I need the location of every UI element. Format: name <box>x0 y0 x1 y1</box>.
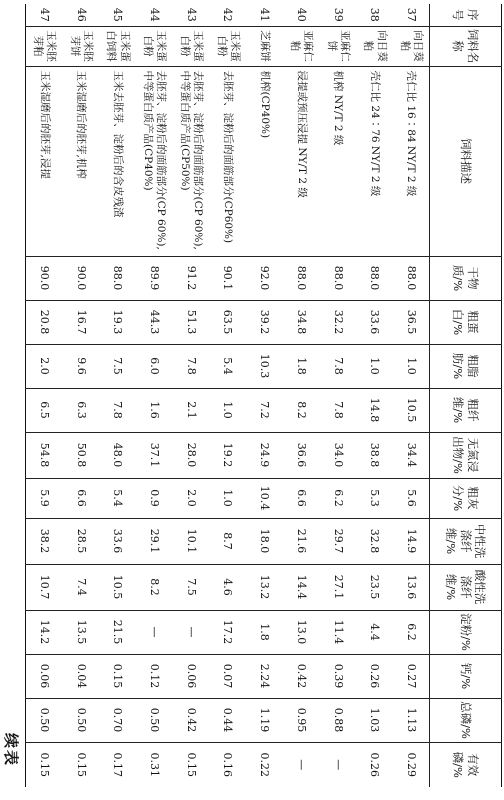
value-cell: 1.8 <box>283 344 320 388</box>
value-cell: 1.19 <box>246 698 283 742</box>
value-cell: 14.4 <box>283 564 320 610</box>
value-cell: 0.31 <box>136 742 173 787</box>
value-cell: 20.8 <box>26 300 63 344</box>
value-cell: 54.8 <box>26 432 63 478</box>
value-cell: 29.7 <box>319 518 356 564</box>
value-cell: 8.2 <box>136 564 173 610</box>
feed-description-cell: 去胚芽、淀粉后的面筋部分(CP 60%),中等蛋白质产品(CP40%) <box>136 66 173 256</box>
value-cell: 6.6 <box>62 478 99 518</box>
value-cell: 0.17 <box>99 742 136 787</box>
row-number-cell: 45 <box>111 7 125 22</box>
value-cell: 32.2 <box>319 300 356 344</box>
value-cell: 90.0 <box>62 256 99 300</box>
value-cell: 1.0 <box>356 344 393 388</box>
row-number-cell: 43 <box>184 7 198 22</box>
header-cell: 钙/% <box>430 654 502 698</box>
value-cell: 36.5 <box>393 300 430 344</box>
value-cell: 0.15 <box>99 654 136 698</box>
value-cell: 29.1 <box>136 518 173 564</box>
feed-name-cell: 亚麻仁饼 <box>319 26 356 66</box>
header-cell: 粗纤维/% <box>430 388 502 432</box>
value-cell: 90.1 <box>209 256 246 300</box>
header-cell: 饲料名称 <box>430 26 502 66</box>
value-cell: 91.2 <box>172 256 209 300</box>
value-cell: 10.7 <box>26 564 63 610</box>
value-cell: 5.9 <box>26 478 63 518</box>
value-cell: 0.70 <box>99 698 136 742</box>
value-cell: 0.42 <box>172 698 209 742</box>
value-cell: 7.4 <box>62 564 99 610</box>
feed-name-cell: 芝麻饼 <box>246 26 283 66</box>
feed-description-cell: 壳仁比 24∶76 NY/T 2 级 <box>356 66 393 256</box>
row-number-cell: 37 <box>404 7 418 22</box>
value-cell: 50.8 <box>62 432 99 478</box>
value-cell: 34.0 <box>319 432 356 478</box>
value-cell: 38.8 <box>356 432 393 478</box>
feed-name-cell: 玉米蛋白粉 <box>209 26 246 66</box>
header-cell: 序号 <box>430 4 502 26</box>
value-cell: 0.15 <box>62 742 99 787</box>
row-number-cell: 41 <box>258 7 272 22</box>
value-cell: 21.5 <box>99 610 136 654</box>
value-cell: 28.5 <box>62 518 99 564</box>
value-cell: 1.6 <box>136 388 173 432</box>
feed-description-cell: 去胚芽、淀粉后的面筋部分(CP60%) <box>209 66 246 256</box>
header-cell: 干物质/% <box>430 256 502 300</box>
value-cell: 0.44 <box>209 698 246 742</box>
value-cell: 5.4 <box>99 478 136 518</box>
header-cell: 粗灰分/% <box>430 478 502 518</box>
value-cell: 14.8 <box>356 388 393 432</box>
value-cell: 0.26 <box>356 742 393 787</box>
value-cell: 8.2 <box>283 388 320 432</box>
feed-description-cell: 壳仁比 16∶84 NY/T 2 级 <box>393 66 430 256</box>
value-cell: — <box>283 742 320 787</box>
feed-name-cell: 向日葵粕 <box>356 26 393 66</box>
value-cell: 7.8 <box>319 344 356 388</box>
header-cell: 酸性洗涤纤维/% <box>430 564 502 610</box>
value-cell: 0.16 <box>209 742 246 787</box>
value-cell: 6.2 <box>393 610 430 654</box>
value-cell: 10.1 <box>172 518 209 564</box>
row-number-cell: 44 <box>147 7 161 22</box>
header-cell: 中性洗涤纤维/% <box>430 518 502 564</box>
value-cell: 7.8 <box>99 388 136 432</box>
value-cell: 6.3 <box>62 388 99 432</box>
table-row <box>172 4 209 787</box>
value-cell: 88.0 <box>99 256 136 300</box>
value-cell: 8.7 <box>209 518 246 564</box>
value-cell: 2.24 <box>246 654 283 698</box>
value-cell: 16.7 <box>62 300 99 344</box>
row-number-cell: 38 <box>368 7 382 22</box>
value-cell: 1.03 <box>356 698 393 742</box>
table-body <box>26 4 430 787</box>
value-cell: 13.2 <box>246 564 283 610</box>
value-cell: 38.2 <box>26 518 63 564</box>
value-cell: 0.29 <box>393 742 430 787</box>
value-cell: 4.6 <box>209 564 246 610</box>
value-cell: 90.0 <box>26 256 63 300</box>
value-cell: 6.0 <box>136 344 173 388</box>
value-cell: 19.3 <box>99 300 136 344</box>
value-cell: 63.5 <box>209 300 246 344</box>
value-cell: 0.27 <box>393 654 430 698</box>
table-row <box>393 4 430 787</box>
value-cell: 13.0 <box>283 610 320 654</box>
value-cell: 7.5 <box>172 564 209 610</box>
table-row <box>26 4 63 787</box>
value-cell: 2.1 <box>172 388 209 432</box>
value-cell: 10.5 <box>393 388 430 432</box>
value-cell: 88.0 <box>319 256 356 300</box>
header-cell: 有效磷/% <box>430 742 502 787</box>
value-cell: 1.0 <box>209 478 246 518</box>
value-cell: 0.07 <box>209 654 246 698</box>
row-number-cell: 40 <box>294 7 308 22</box>
feed-name-cell: 亚麻仁粕 <box>283 26 320 66</box>
value-cell: 92.0 <box>246 256 283 300</box>
feed-description-cell: 玉米去胚芽、淀粉后的含皮残渣 <box>99 66 136 256</box>
value-cell: 0.39 <box>319 654 356 698</box>
value-cell: 28.0 <box>172 432 209 478</box>
table-row <box>209 4 246 787</box>
value-cell: 0.26 <box>356 654 393 698</box>
value-cell: 89.9 <box>136 256 173 300</box>
value-cell: 17.2 <box>209 610 246 654</box>
value-cell: 0.12 <box>136 654 173 698</box>
value-cell: 0.15 <box>26 742 63 787</box>
value-cell: 32.8 <box>356 518 393 564</box>
table-row <box>62 4 99 787</box>
value-cell: 11.4 <box>319 610 356 654</box>
value-cell: 10.5 <box>99 564 136 610</box>
value-cell: 27.1 <box>319 564 356 610</box>
value-cell: 33.6 <box>356 300 393 344</box>
feed-description-cell: 浸提或预压浸提 NY/T 2 级 <box>283 66 320 256</box>
feed-description-cell: 玉米湿磨后的胚芽,浸提 <box>26 66 63 256</box>
value-cell: 21.6 <box>283 518 320 564</box>
value-cell: 88.0 <box>356 256 393 300</box>
value-cell: 7.8 <box>172 344 209 388</box>
value-cell: 0.50 <box>26 698 63 742</box>
feed-name-cell: 玉米蛋白粉 <box>172 26 209 66</box>
header-cell: 总磷/% <box>430 698 502 742</box>
value-cell: 39.2 <box>246 300 283 344</box>
table-row <box>136 4 173 787</box>
feed-name-cell: 玉米蛋白饲料 <box>99 26 136 66</box>
value-cell: 7.2 <box>246 388 283 432</box>
value-cell: 7.8 <box>319 388 356 432</box>
value-cell: 5.6 <box>393 478 430 518</box>
value-cell: 34.4 <box>393 432 430 478</box>
feed-name-cell: 玉米胚芽粕 <box>26 26 63 66</box>
row-number-cell: 42 <box>221 7 235 22</box>
value-cell: 1.0 <box>209 388 246 432</box>
value-cell: 0.95 <box>283 698 320 742</box>
row-number-cell: 47 <box>38 7 52 22</box>
value-cell: 0.50 <box>136 698 173 742</box>
value-cell: 1.0 <box>393 344 430 388</box>
value-cell: 0.22 <box>246 742 283 787</box>
value-cell: 18.0 <box>246 518 283 564</box>
value-cell: 4.4 <box>356 610 393 654</box>
value-cell: 0.06 <box>26 654 63 698</box>
header-cell: 饲料描述 <box>430 66 502 256</box>
value-cell: 0.88 <box>319 698 356 742</box>
table-row <box>283 4 320 787</box>
value-cell: 44.3 <box>136 300 173 344</box>
value-cell: 1.8 <box>246 610 283 654</box>
value-cell: 14.9 <box>393 518 430 564</box>
table-row <box>319 4 356 787</box>
value-cell: 14.2 <box>26 610 63 654</box>
value-cell: 0.04 <box>62 654 99 698</box>
value-cell: 10.4 <box>246 478 283 518</box>
value-cell: 9.6 <box>62 344 99 388</box>
value-cell: 0.9 <box>136 478 173 518</box>
feed-description-cell: 去胚芽、淀粉后的面筋部分(CP 60%),中等蛋白质产品(CP50%) <box>172 66 209 256</box>
header-row <box>430 4 502 787</box>
value-cell: 2.0 <box>172 478 209 518</box>
value-cell: 37.1 <box>136 432 173 478</box>
header-cell: 淀粉/% <box>430 610 502 654</box>
value-cell: 19.2 <box>209 432 246 478</box>
feed-description-cell: 玉米湿磨后的胚芽,机榨 <box>62 66 99 256</box>
value-cell: 33.6 <box>99 518 136 564</box>
row-number-cell: 46 <box>74 7 88 22</box>
header-cell: 粗脂肪/% <box>430 344 502 388</box>
value-cell: — <box>319 742 356 787</box>
feed-name-cell: 玉米蛋白粉 <box>136 26 173 66</box>
value-cell: 6.5 <box>26 388 63 432</box>
value-cell: 88.0 <box>393 256 430 300</box>
table-row <box>356 4 393 787</box>
value-cell: 2.0 <box>26 344 63 388</box>
continuation-title: 续表 <box>2 733 20 768</box>
value-cell: 34.8 <box>283 300 320 344</box>
table-row <box>99 4 136 787</box>
value-cell: 10.3 <box>246 344 283 388</box>
value-cell: — <box>172 610 209 654</box>
value-cell: 24.9 <box>246 432 283 478</box>
value-cell: 88.0 <box>283 256 320 300</box>
value-cell: 48.0 <box>99 432 136 478</box>
value-cell: 0.42 <box>283 654 320 698</box>
header-cell: 粗蛋白/% <box>430 300 502 344</box>
value-cell: 5.4 <box>209 344 246 388</box>
feed-description-cell: 机榨 NY/T 2 级 <box>319 66 356 256</box>
value-cell: 6.2 <box>319 478 356 518</box>
value-cell: 13.5 <box>62 610 99 654</box>
feed-composition-table <box>25 4 502 787</box>
value-cell: 23.5 <box>356 564 393 610</box>
value-cell: 13.6 <box>393 564 430 610</box>
value-cell: — <box>136 610 173 654</box>
header-cell: 无氮浸出物/% <box>430 432 502 478</box>
value-cell: 0.06 <box>172 654 209 698</box>
value-cell: 36.6 <box>283 432 320 478</box>
value-cell: 1.13 <box>393 698 430 742</box>
value-cell: 51.3 <box>172 300 209 344</box>
row-number-cell: 39 <box>331 7 345 22</box>
value-cell: 0.50 <box>62 698 99 742</box>
feed-name-cell: 玉米胚芽饼 <box>62 26 99 66</box>
value-cell: 6.6 <box>283 478 320 518</box>
value-cell: 0.15 <box>172 742 209 787</box>
value-cell: 7.5 <box>99 344 136 388</box>
value-cell: 5.3 <box>356 478 393 518</box>
feed-name-cell: 向日葵粕 <box>393 26 430 66</box>
table-row <box>246 4 283 787</box>
feed-description-cell: 机榨(CP40%) <box>246 66 283 256</box>
